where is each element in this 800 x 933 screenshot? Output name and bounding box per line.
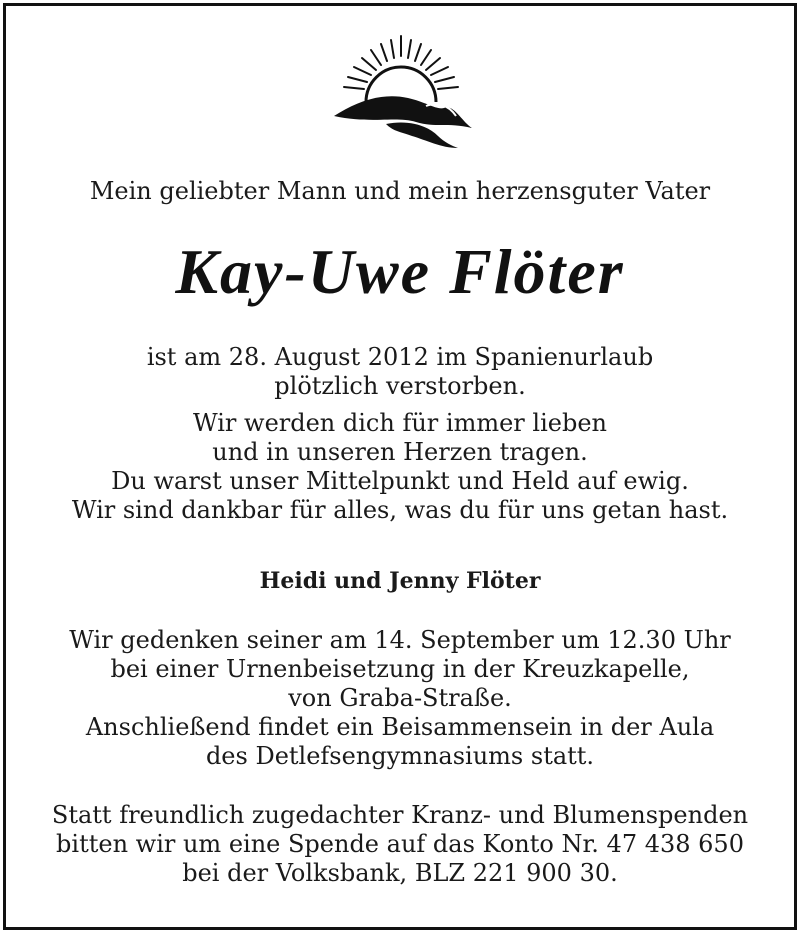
death-line: ist am 28. August 2012 im Spanienurlaub: [146, 343, 654, 371]
intro-line: Mein geliebter Mann und mein herzensguter Vater: [89, 177, 711, 205]
donation-line: bei der Volksbank, BLZ 221 900 30.: [182, 859, 618, 887]
death-line: plötzlich verstorben.: [274, 372, 526, 400]
service-line: des Detlefsengymnasiums statt.: [205, 742, 595, 770]
tribute-text: [6, 409, 794, 525]
obituary-frame: [3, 3, 797, 930]
tribute-line: Wir werden dich für immer lieben: [193, 409, 607, 437]
service-details: [6, 626, 794, 771]
death-announcement: [6, 343, 794, 401]
donation-line: bitten wir um eine Spende auf das Konto Nr. 47 438 650: [56, 830, 744, 858]
donation-line: Statt freundlich zugedachter Kranz- und Blumenspenden: [51, 801, 749, 829]
donation-request: [6, 801, 794, 888]
signers: Heidi und Jenny Flöter: [259, 568, 541, 594]
sunset-over-hills-icon: [326, 32, 476, 152]
service-line: Anschließend findet ein Beisammensein in der Aula: [85, 713, 715, 741]
service-line: von Graba-Straße.: [288, 684, 512, 712]
tribute-line: Wir sind dankbar für alles, was du für uns getan hast.: [71, 496, 729, 524]
tribute-line: und in unseren Herzen tragen.: [212, 438, 588, 466]
service-line: bei einer Urnenbeisetzung in der Kreuzkapelle,: [110, 655, 690, 683]
obituary-notice: [6, 6, 794, 927]
tribute-line: Du warst unser Mittelpunkt und Held auf ewig.: [111, 467, 689, 495]
service-line: Wir gedenken seiner am 14. September um 12.30 Uhr: [69, 626, 731, 654]
deceased-name: Kay-Uwe Flöter: [175, 236, 625, 307]
